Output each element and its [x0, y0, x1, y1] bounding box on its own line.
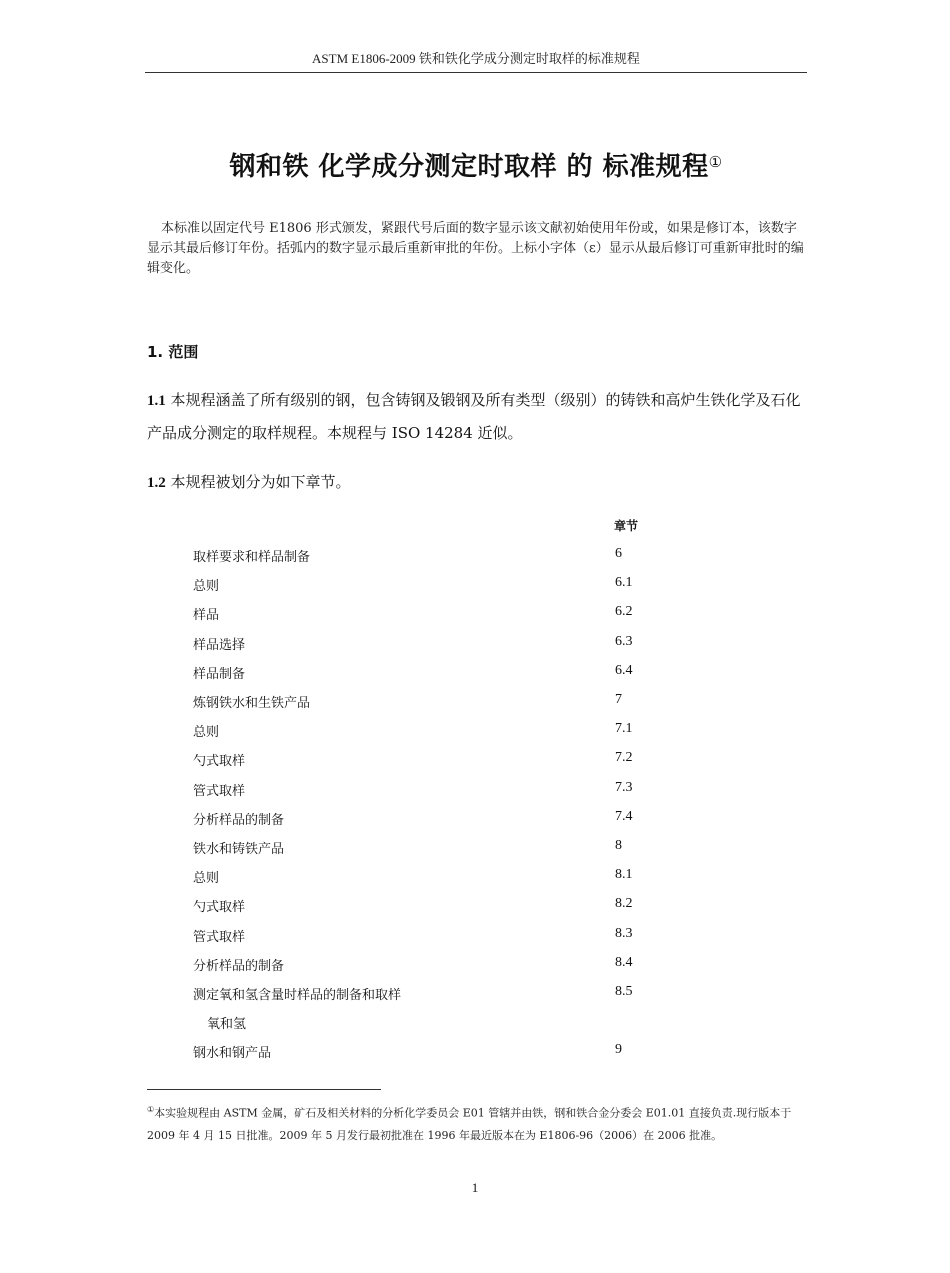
- section-number: 6: [615, 546, 622, 561]
- section-label: 管式取样: [193, 783, 246, 799]
- section-label: 勺式取样: [193, 900, 246, 916]
- table-row: [193, 634, 693, 663]
- section-label: 样品: [193, 608, 220, 624]
- footnote: [147, 1099, 807, 1147]
- paragraph-number: 1.2: [147, 475, 166, 491]
- header-rule: [145, 72, 807, 73]
- section-label: 分析样品的制备: [193, 958, 285, 974]
- paragraph-1-1: [147, 384, 807, 449]
- section-label: 分析样品的制备: [193, 812, 285, 828]
- paragraph-text: 本规程被划分为如下章节。: [165, 473, 351, 491]
- section-number: 6.2: [615, 604, 633, 620]
- paragraph-number: 1.1: [147, 393, 166, 409]
- title-text: 钢和铁 化学成分测定时取样 的 标准规程: [229, 152, 709, 182]
- section-number: 6.1: [615, 575, 633, 591]
- section-heading-scope: 1. 范围: [147, 343, 199, 361]
- section-label: 样品制备: [193, 666, 246, 682]
- table-row: [193, 838, 693, 867]
- section-number: 8.3: [615, 925, 633, 941]
- section-number: 8.5: [615, 984, 633, 999]
- table-row: [193, 575, 693, 604]
- page-number: 1: [471, 1180, 479, 1195]
- table-row: [193, 721, 693, 750]
- running-header: ASTM E1806-2009 铁和铁化学成分测定时取样的标准规程: [312, 51, 640, 66]
- section-label: 铁水和铸铁产品: [193, 842, 285, 857]
- table-row: [193, 809, 693, 838]
- table-row: [193, 663, 693, 692]
- section-label: 炼钢铁水和生铁产品: [193, 696, 311, 711]
- section-label: 勺式取样: [193, 754, 246, 770]
- section-number: 8.2: [615, 896, 633, 912]
- section-label: 总则: [193, 579, 220, 595]
- table-row: [193, 926, 693, 955]
- section-number: 6.3: [615, 633, 633, 649]
- footnote-mark: ①: [147, 1105, 155, 1114]
- section-number: 9: [615, 1042, 622, 1058]
- section-number: 6.4: [615, 662, 633, 678]
- section-label: 总则: [193, 725, 220, 741]
- section-label: 氧和氢: [207, 1017, 247, 1033]
- document-title: [145, 146, 807, 183]
- table-row: [193, 692, 693, 721]
- paragraph-1-2: [147, 466, 807, 499]
- table-row: [193, 955, 693, 984]
- table-row: [193, 546, 693, 575]
- section-label: 总则: [193, 871, 220, 887]
- section-number: 8.4: [615, 954, 633, 970]
- section-label: 管式取样: [193, 929, 246, 945]
- title-footnote-mark: ①: [708, 153, 723, 172]
- table-row: [193, 1013, 693, 1042]
- section-number: 7.3: [615, 779, 633, 795]
- section-number: 7: [615, 692, 622, 707]
- section-number: 7.1: [615, 721, 633, 737]
- table-row: [193, 867, 693, 896]
- footnote-text: 本实验规程由 ASTM 金属，矿石及相关材料的分析化学委员会 E01 管辖并由铁，钢和铁合金分委会 E01.01 直接负责.现行版本于 2009 年 4 月 15 日批准。2009 年 5 月发行最初批准在 1996 年最近版本在为 E1806-96（2006）在 2006 批准。: [147, 1106, 792, 1142]
- section-number: 8.1: [615, 867, 633, 883]
- table-row: [193, 604, 693, 633]
- paragraph-text: 本规程涵盖了所有级别的钢，包含铸钢及锻钢及所有类型（级别）的铸铁和高炉生铁化学及石化产品成分测定的取样规程。本规程与 ISO 14284 近似。: [147, 391, 801, 442]
- table-row: [193, 984, 693, 1013]
- section-label: 取样要求和样品制备: [193, 550, 311, 565]
- section-column-header: 章节: [614, 519, 639, 533]
- section-number: 7.4: [615, 808, 633, 824]
- footnote-rule: [147, 1089, 381, 1090]
- section-number: 7.2: [615, 750, 633, 766]
- table-row: [193, 1042, 693, 1071]
- section-label: 样品选择: [193, 637, 246, 653]
- intro-paragraph: 本标准以固定代号 E1806 形式颁发，紧跟代号后面的数字显示该文献初始使用年份或，如果是修订本，该数字显示其最后修订年份。括弧内的数字显示最后重新审批的年份。上标小字体（ε）显示从最后修订可重新审批时的编辑变化。: [147, 221, 804, 276]
- table-row: [193, 780, 693, 809]
- table-row: [193, 896, 693, 925]
- section-label: 测定氧和氢含量时样品的制备和取样: [193, 988, 402, 1003]
- section-number: 8: [615, 838, 622, 853]
- table-row: [193, 750, 693, 779]
- section-label: 钢水和钢产品: [193, 1046, 272, 1062]
